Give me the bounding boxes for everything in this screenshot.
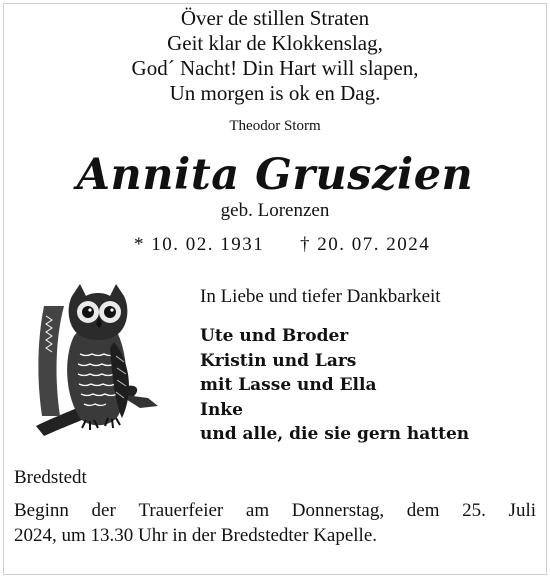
notice-word: Trauerfeier (138, 500, 224, 521)
birth-date-value: 10. 02. 1931 (151, 234, 265, 255)
funeral-notice (14, 498, 536, 548)
gratitude-line: In Liebe und tiefer Dankbarkeit (200, 286, 441, 307)
mourner-name: mit Lasse und Ella (200, 375, 377, 395)
poem-line: Un morgen is ok en Dag. (169, 81, 381, 105)
notice-word: Donnerstag, (291, 500, 385, 521)
poem-author: Theodor Storm (229, 118, 321, 134)
death-date (300, 234, 430, 256)
death-date-value: 20. 07. 2024 (317, 234, 431, 255)
mourner-name: Kristin und Lars (200, 350, 357, 371)
birth-date (134, 234, 264, 256)
mourner-name: und alle, die sie gern hatten (200, 424, 470, 444)
mourner-name: Ute und Broder (200, 326, 349, 346)
notice-word: Juli (508, 500, 536, 521)
deceased-name: Annita Gruszien (76, 150, 474, 200)
birth-symbol: * (134, 234, 145, 255)
poem-line: Över de stillen Straten (180, 6, 370, 30)
poem (0, 6, 550, 106)
death-symbol: † (300, 234, 311, 255)
funeral-notice-line-2: 2024, um 13.30 Uhr in der Bredstedter Kapelle. (14, 525, 378, 546)
mourners-list (200, 324, 469, 447)
mourner-name: Inke (200, 399, 243, 420)
notice-word: dem (406, 500, 440, 521)
poem-line: God´ Nacht! Din Hart will slapen, (131, 56, 419, 80)
notice-word: der (91, 500, 116, 521)
place: Bredstedt (14, 467, 87, 488)
poem-line: Geit klar de Klokkenslag, (167, 31, 383, 55)
maiden-name: geb. Lorenzen (220, 200, 330, 221)
funeral-notice-line-1 (14, 498, 536, 523)
notice-word: Beginn (14, 500, 69, 521)
notice-word: am (245, 500, 270, 521)
notice-word: 25. (462, 500, 486, 521)
owl-icon (30, 276, 180, 438)
